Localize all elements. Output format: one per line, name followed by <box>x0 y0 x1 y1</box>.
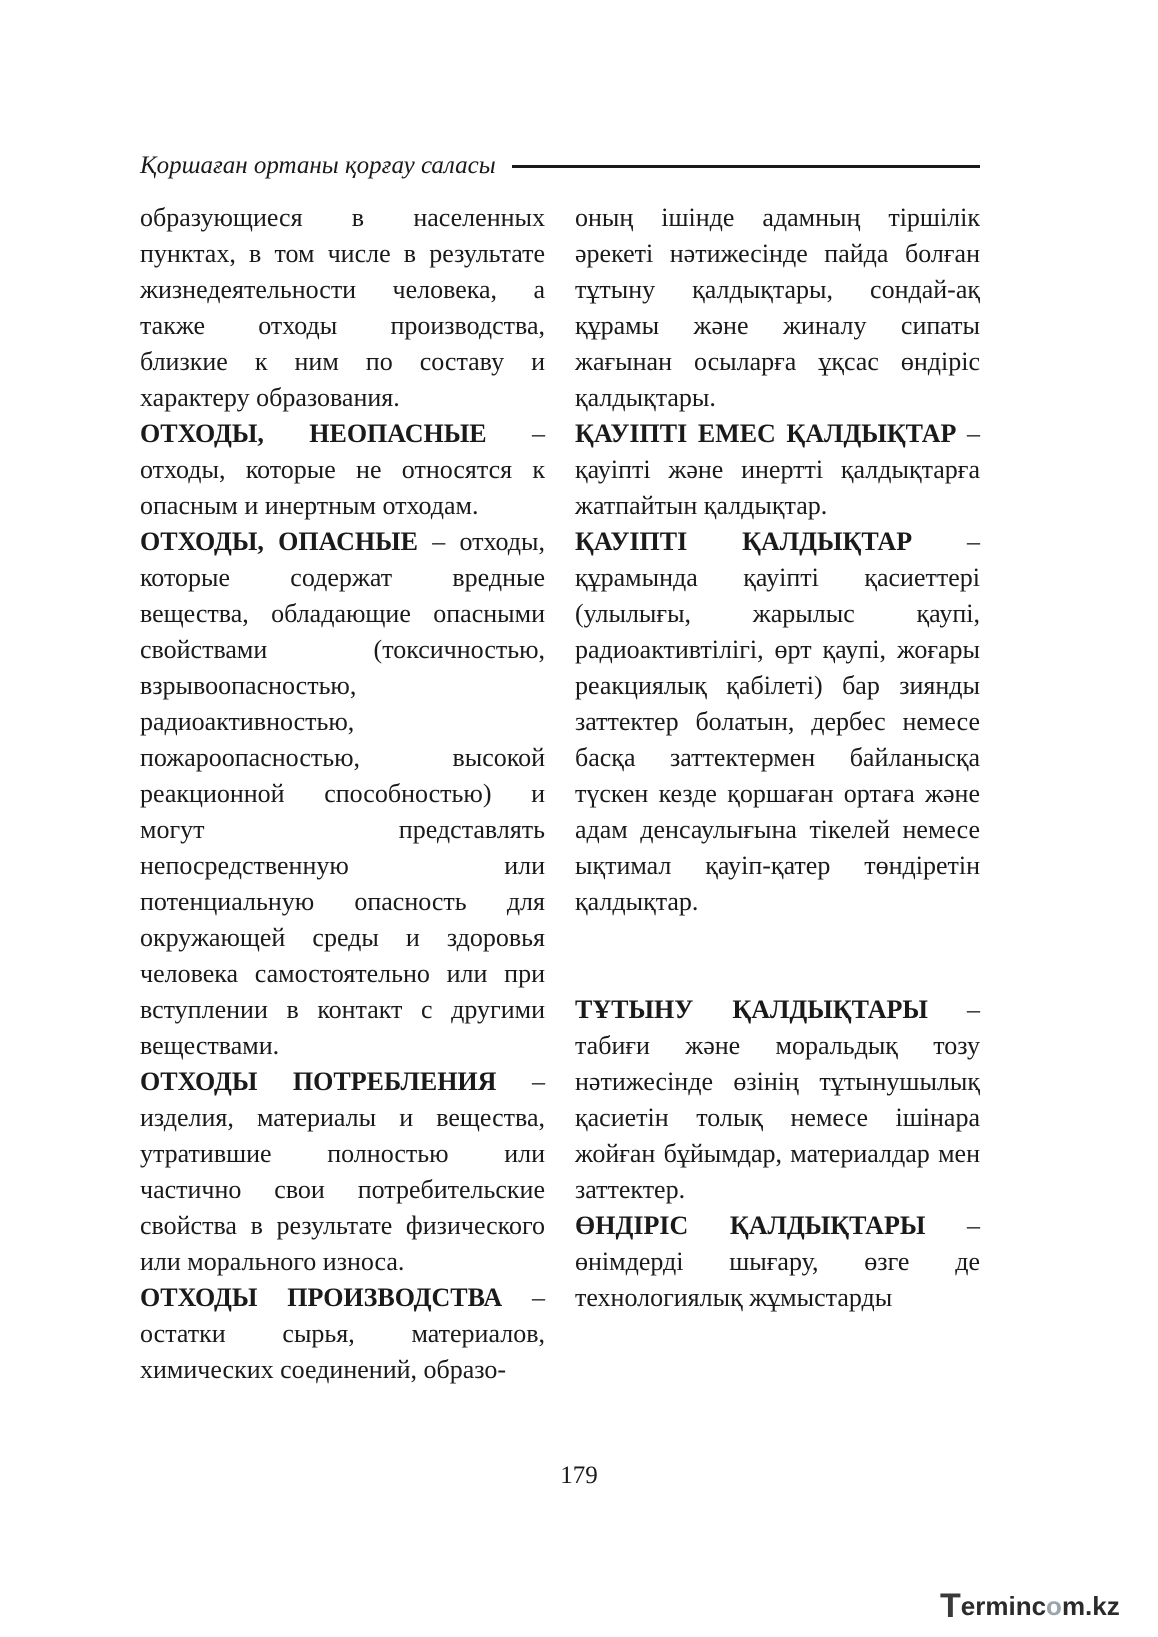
header-rule <box>512 165 980 168</box>
entry-text: – остатки сырья, материалов, химических соединений, образо- <box>140 1283 545 1384</box>
entry-neopasnye <box>140 416 545 524</box>
entry-tutynu <box>575 992 980 1208</box>
entry-term: ОТХОДЫ, НЕОПАСНЫЕ <box>140 419 487 448</box>
entry-text: – отходы, которые не относятся к опасным и инертным отходам. <box>140 419 546 520</box>
left-column <box>140 200 545 1388</box>
entry-term: ОТХОДЫ ПРОИЗВОДСТВА <box>140 1283 503 1312</box>
termincom-watermark <box>940 1584 1140 1628</box>
entry-term: ОТХОДЫ ПОТРЕБЛЕНИЯ <box>140 1067 497 1096</box>
entry-term: ОТХОДЫ, ОПАСНЫЕ <box>140 527 418 556</box>
entry-continuation <box>140 200 545 416</box>
header-title: Қоршаған ортаны қорғау саласы <box>140 152 496 179</box>
entry-text: – өнімдерді шығару, өзге де технологиялық жұмыстарды <box>575 1211 980 1312</box>
entry-text: оның ішінде адамның тіршілік әрекеті нәтижесінде пайда болған тұтыну қалдықтары, сондай-ақ құрамы және жиналу сипаты жағынан осыларға ұқсас өндіріс қалдықтары. <box>575 203 980 412</box>
watermark-t: T <box>940 1586 961 1625</box>
entry-text: – отходы, которые содержат вредные вещества, обладающие опасными свойствами (токсичностью, взрывоопасностью, радиоактивностью, пожароопасностью, высокой реакционной способностью) и могут представлять непосредственную или потенциальную опасность для окружающей среды и здоровья человека самостоятельно или при вступлении в контакт с другими веществами. <box>140 527 545 1060</box>
entry-term: ҚАУІПТІ ЕМЕС ҚАЛДЫҚТАР <box>575 419 957 448</box>
watermark-text: erminc <box>960 1590 1047 1621</box>
entry-term: ҚАУІПТІ ҚАЛДЫҚТАР <box>575 527 913 556</box>
entry-opasnye <box>140 524 545 1064</box>
entry-qauipti-emes <box>575 416 980 524</box>
entry-text: – қауіпті және инертті қалдықтарға жатпайтын қалдықтар. <box>575 419 980 520</box>
entry-text: образующиеся в населенных пунктах, в том числе в результате жизнедеятельности человека, а также отходы производства, близкие к ним по составу и характеру образования. <box>140 203 545 412</box>
column-spacer <box>575 920 980 992</box>
page-number: 179 <box>560 1462 598 1489</box>
entry-qauipti <box>575 524 980 920</box>
entry-continuation <box>575 200 980 416</box>
entry-text: – табиғи және моральдық тозу нәтижесінде өзінің тұтынушылық қасиетін толық немесе ішінара жойған бұйымдар, материалдар мен заттектер. <box>575 995 980 1204</box>
entry-text: – изделия, материалы и вещества, утратившие полностью или частично свои потребительские свойства в результате физического или морального износа. <box>140 1067 545 1276</box>
right-column <box>575 200 980 1316</box>
entry-potrebleniya <box>140 1064 545 1280</box>
running-header <box>140 146 980 186</box>
entry-proizvodstva <box>140 1280 545 1388</box>
entry-term: ТҰТЫНУ ҚАЛДЫҚТАРЫ <box>575 995 928 1024</box>
entry-term: ӨНДІРІС ҚАЛДЫҚТАРЫ <box>575 1211 926 1240</box>
watermark-text: m.kz <box>1061 1590 1120 1621</box>
entry-ondiris <box>575 1208 980 1316</box>
entry-text: – құрамында қауіпті қасиеттері (улылығы, жарылыс қаупі, радиоактивтілігі, өрт қаупі, жоғары реакциялық қабілеті) бар зиянды заттектер болатын, дербес немесе басқа заттектермен байланысқа түскен кезде қоршаған ортаға және адам денсаулығына тікелей немесе ықтимал қауіп-қатер төндіретін қалдықтар. <box>575 527 980 916</box>
watermark-magnifier-o: o <box>1046 1590 1062 1621</box>
